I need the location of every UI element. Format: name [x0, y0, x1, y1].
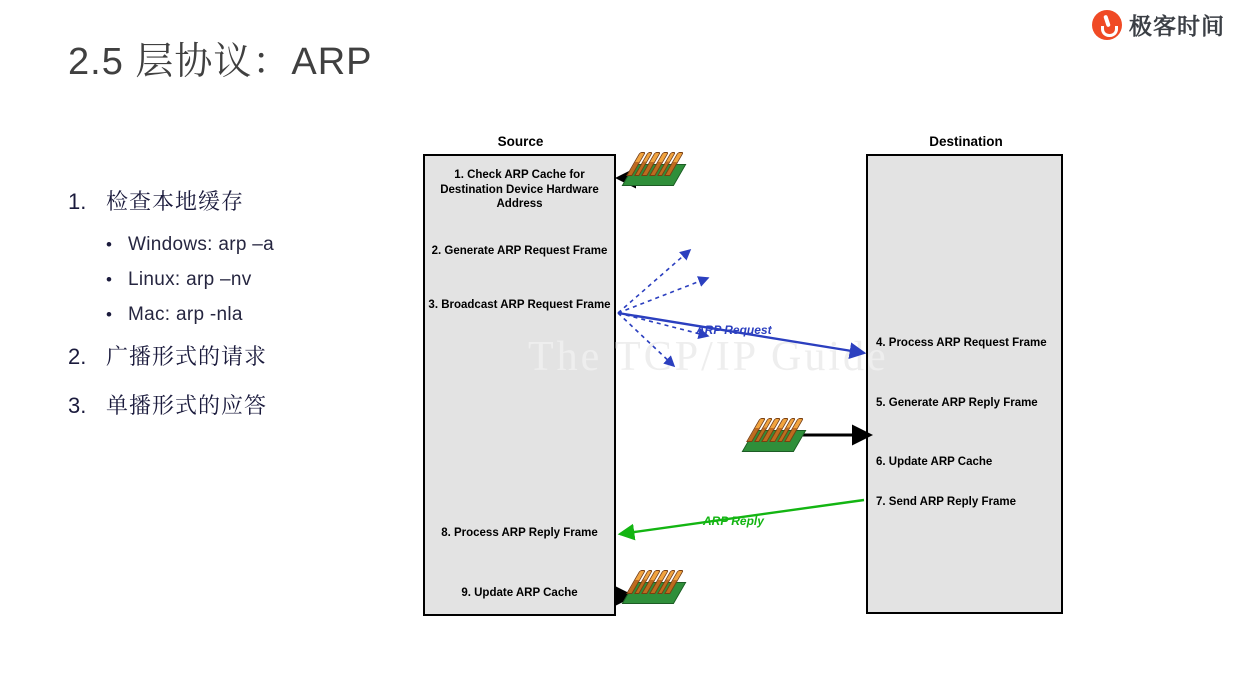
- flow-label-arp-reply: ARP Reply: [703, 514, 764, 528]
- step-destination-4: 4. Process ARP Request Frame: [876, 337, 1047, 349]
- step-source-3: 3. Broadcast ARP Request Frame: [428, 299, 611, 311]
- flow-label-arp-request: ARP Request: [696, 323, 772, 337]
- list-item-label: 检查本地缓存: [106, 189, 245, 214]
- arp-cache-device-icon: [628, 568, 680, 608]
- list-item-label: 广播形式的请求: [106, 344, 268, 369]
- list-item-label: Linux: arp –nv: [128, 269, 252, 290]
- brand-logo: [1092, 8, 1225, 41]
- list-item: [68, 389, 398, 420]
- arp-flow-diagram: [418, 128, 1078, 628]
- list-item-label: Mac: arp -nla: [128, 304, 243, 325]
- step-source-9: 9. Update ARP Cache: [461, 587, 578, 599]
- step-source-2: 2. Generate ARP Request Frame: [431, 245, 608, 257]
- bullet-icon: •: [106, 235, 112, 254]
- list-item-number: 2.: [68, 344, 87, 369]
- page-title: 2.5 层协议：ARP: [68, 41, 373, 83]
- list-item-number: 1.: [68, 189, 87, 214]
- bullet-icon: •: [106, 270, 112, 289]
- outline-list: [68, 185, 398, 438]
- list-item-label: 单播形式的应答: [106, 393, 268, 418]
- step-destination-5: 5. Generate ARP Reply Frame: [876, 397, 1038, 409]
- watermark: The TCP/IP Guide: [528, 334, 889, 380]
- list-item: [68, 340, 398, 371]
- brand-name: 极客时间: [1129, 13, 1225, 39]
- column-header-destination: Destination: [929, 134, 1003, 149]
- step-destination-6: 6. Update ARP Cache: [876, 456, 993, 468]
- diagram-arrows: [418, 128, 1078, 628]
- arp-cache-device-icon: [628, 150, 680, 190]
- geek-time-logo-icon: [1092, 10, 1122, 40]
- arp-cache-device-icon: [748, 416, 800, 456]
- list-item: [106, 234, 398, 256]
- outline-sublist: [106, 234, 398, 326]
- bullet-icon: •: [106, 305, 112, 324]
- step-source-1: 1. Check ARP Cache for Destination Device Hardware Address: [440, 169, 599, 211]
- list-item: [68, 185, 398, 216]
- list-item: [106, 269, 398, 291]
- list-item-number: 3.: [68, 393, 87, 418]
- list-item-label: Windows: arp –a: [128, 234, 275, 255]
- step-destination-7: 7. Send ARP Reply Frame: [876, 496, 1016, 508]
- list-item: [106, 304, 398, 326]
- step-source-8: 8. Process ARP Reply Frame: [441, 527, 598, 539]
- column-header-source: Source: [497, 134, 544, 149]
